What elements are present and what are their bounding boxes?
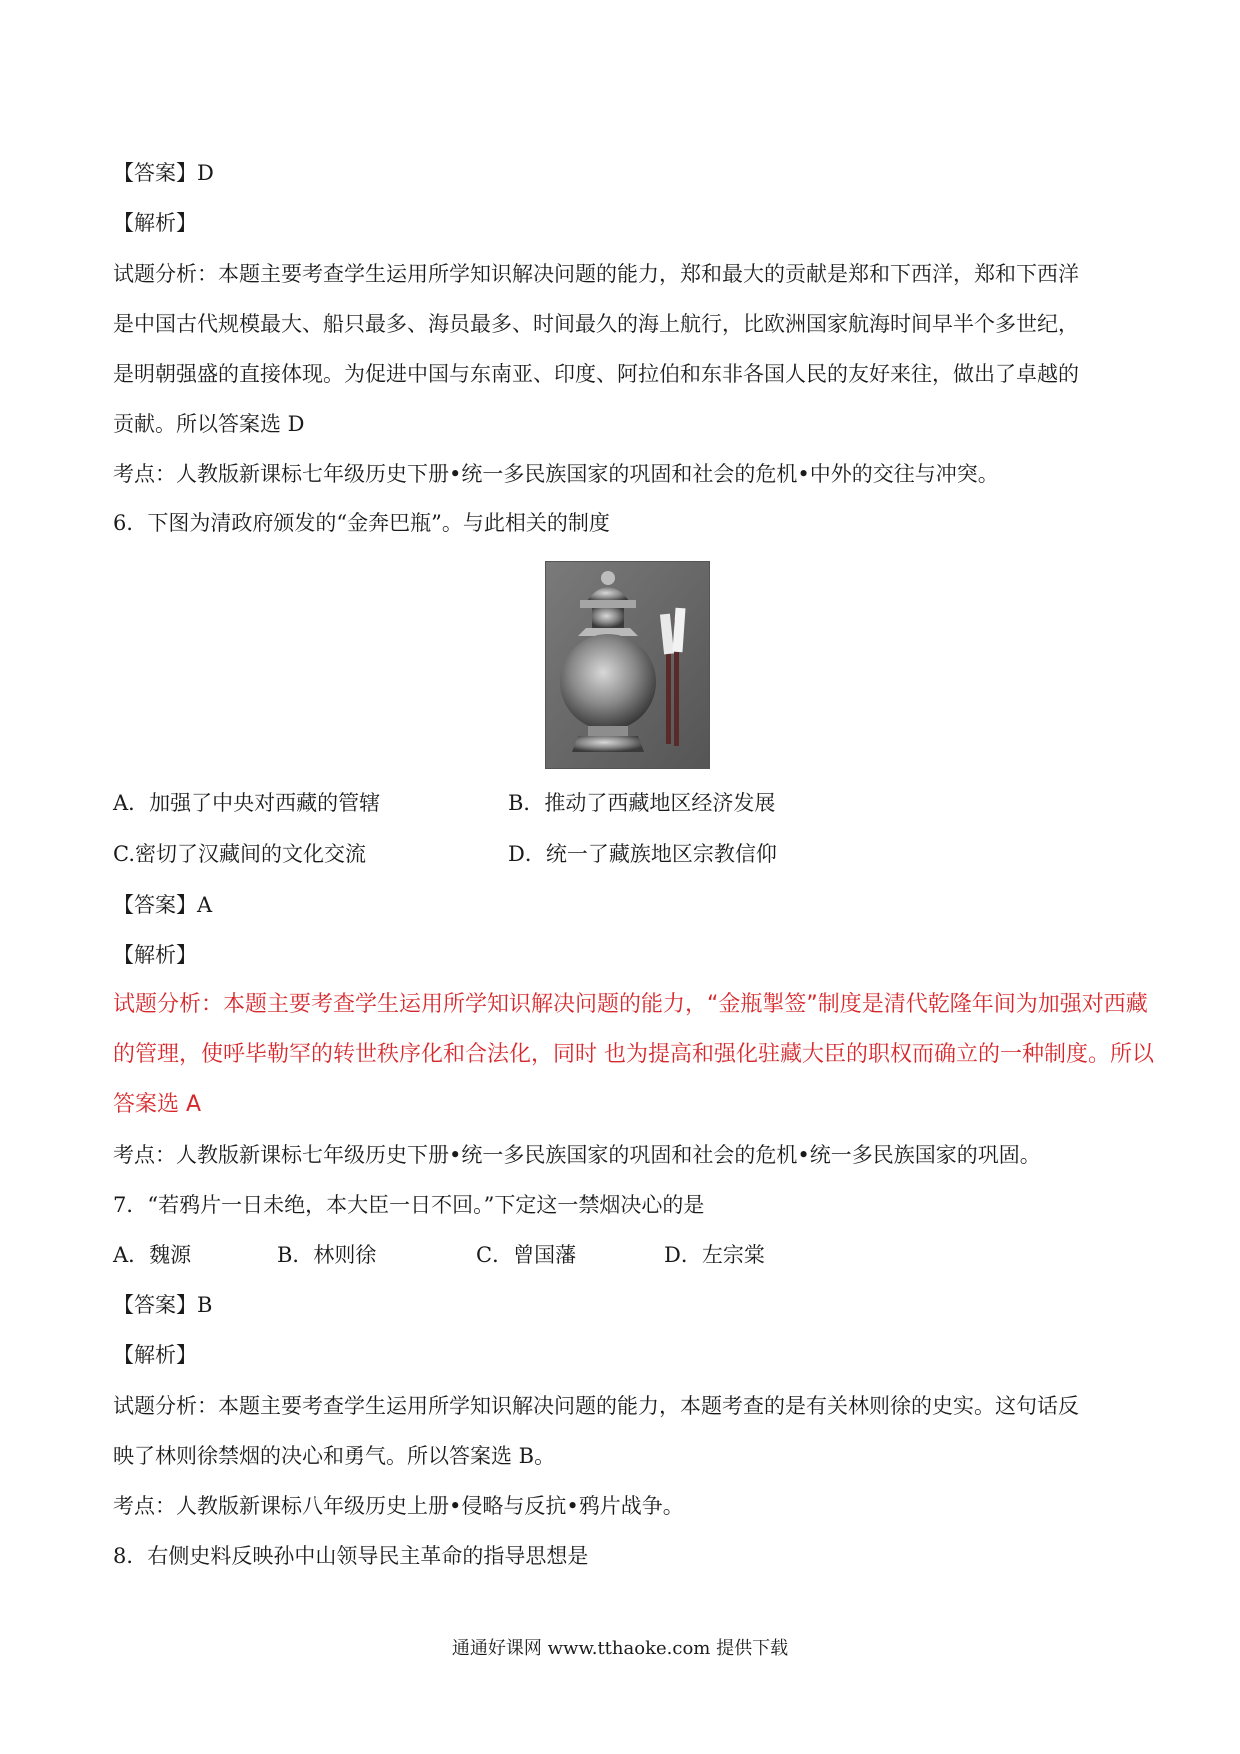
- golden-urn-illustration: [546, 562, 709, 768]
- q5-analysis-line: 是明朝强盛的直接体现。为促进中国与东南亚、印度、阿拉伯和东非各国人民的友好来往，做出了卓越的: [113, 362, 1079, 386]
- q6-point: 考点：人教版新课标七年级历史下册•统一多民族国家的巩固和社会的危机•统一多民族国家的巩固。: [113, 1143, 1041, 1167]
- q7-option-d: D．左宗棠: [664, 1243, 765, 1267]
- q7-option-a: A．魏源: [113, 1243, 192, 1267]
- q6-answer: 【答案】A: [113, 893, 213, 917]
- q5-point: 考点：人教版新课标七年级历史下册•统一多民族国家的巩固和社会的危机•中外的交往与冲突。: [113, 462, 999, 486]
- q5-analysis-line: 是中国古代规模最大、船只最多、海员最多、时间最久的海上航行，比欧洲国家航海时间早半个多世纪，: [113, 312, 1079, 336]
- q6-option-c: C.密切了汉藏间的文化交流: [113, 842, 366, 866]
- q6-analysis-label: 【解析】: [113, 943, 197, 967]
- golden-urn-photo: [545, 561, 710, 769]
- q6-question: 6．下图为清政府颁发的“金奔巴瓶”。与此相关的制度: [113, 511, 610, 535]
- page-footer: 通通好课网 www.tthaoke.com 提供下载: [451, 1638, 789, 1659]
- q8-question: 8．右侧史料反映孙中山领导民主革命的指导思想是: [113, 1544, 589, 1568]
- q5-analysis-line: 试题分析：本题主要考查学生运用所学知识解决问题的能力，郑和最大的贡献是郑和下西洋，郑和下西洋: [113, 262, 1079, 286]
- q6-analysis-line: 试题分析：本题主要考查学生运用所学知识解决问题的能力，“金瓶掣签”制度是清代乾隆年间为加强对西藏: [113, 992, 1148, 1017]
- q5-answer: 【答案】D: [113, 161, 214, 185]
- q7-analysis-label: 【解析】: [113, 1343, 197, 1367]
- q6-analysis-line: 的管理，使呼毕勒罕的转世秩序化和合法化，同时 也为提高和强化驻藏大臣的职权而确立的一种制度。所以: [113, 1042, 1154, 1067]
- q6-option-d: D．统一了藏族地区宗教信仰: [508, 842, 777, 866]
- q5-analysis-label: 【解析】: [113, 211, 197, 235]
- q6-analysis-line: 答案选 A: [113, 1092, 202, 1117]
- q7-analysis-line: 试题分析：本题主要考查学生运用所学知识解决问题的能力，本题考查的是有关林则徐的史实。这句话反: [113, 1394, 1079, 1418]
- q7-answer: 【答案】B: [113, 1293, 213, 1317]
- q6-option-b: B．推动了西藏地区经济发展: [508, 791, 776, 815]
- q7-analysis-line: 映了林则徐禁烟的决心和勇气。所以答案选 B。: [113, 1444, 556, 1468]
- q7-option-b: B．林则徐: [277, 1243, 377, 1267]
- q7-question: 7．“若鸦片一日未绝，本大臣一日不回。”下定这一禁烟决心的是: [113, 1193, 705, 1217]
- q6-option-a: A．加强了中央对西藏的管辖: [113, 791, 381, 815]
- q5-analysis-line: 贡献。所以答案选 D: [113, 412, 305, 436]
- q7-point: 考点：人教版新课标八年级历史上册•侵略与反抗•鸦片战争。: [113, 1494, 684, 1518]
- q7-option-c: C．曾国藩: [476, 1243, 577, 1267]
